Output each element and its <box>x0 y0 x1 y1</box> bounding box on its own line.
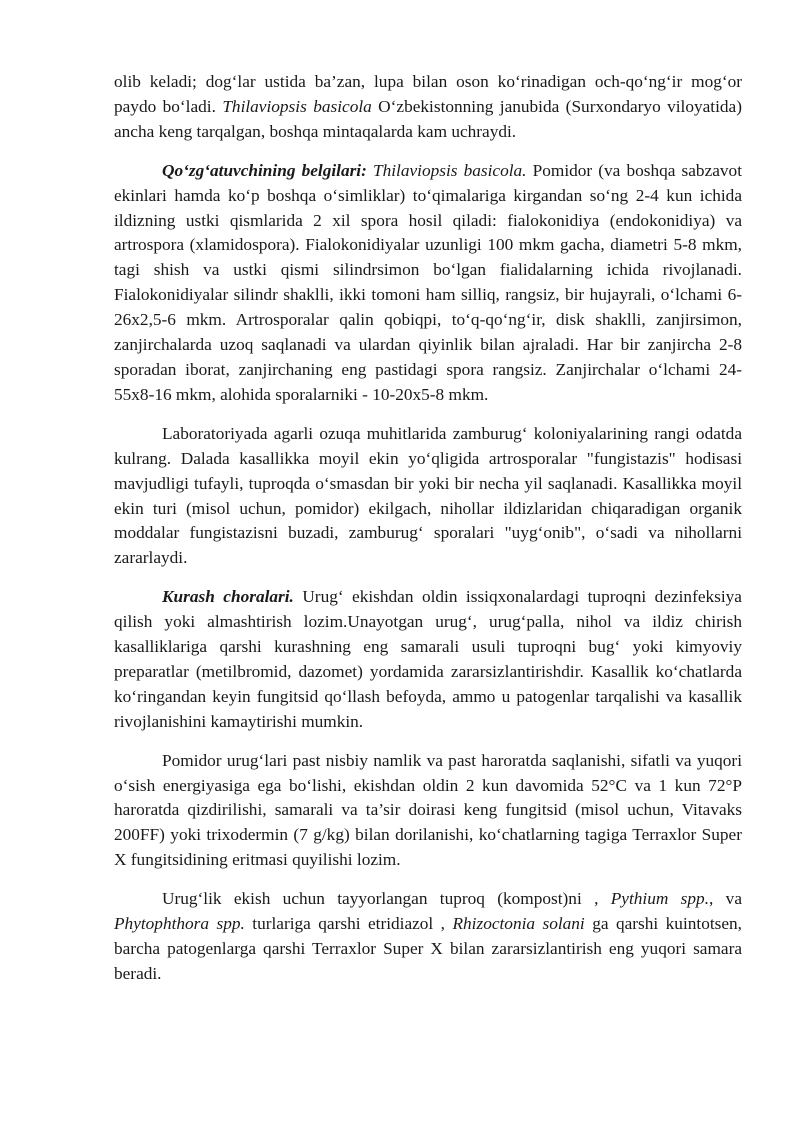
paragraph-seed-treatment <box>114 749 742 874</box>
paragraph-text: Laboratoriyada agarli ozuqa muhitlarida zamburug‘ koloniyalarining rangi odatda kulrang. Dalada kasallikka moyil ekin yo‘qligida artrosporalar "fungistazis" hodisasi mavjudligi tufayli, tuproqda o‘smasdan bir yoki bir necha yil saqlanadi. Kasallikka moyil ekin turi (misol uchun, pomidor) ekilgach, nihollar ildizlaridan chiqaradigan organik moddalar fungistazisni buzadi, zamburug‘ sporalari "uyg‘onib", o‘sadi va nihollarni zararlaydi. <box>114 423 742 568</box>
paragraph-text: Pomidor (va boshqa sabzavot ekinlari hamda ko‘p boshqa o‘simliklar) to‘qimalariga kirgandan so‘ng 2-4 kun ichida ildizning ustki qismlarida 2 xil spora hosil qiladi: fialokonidiya (endokonidiya) va artrospora (xlamidospora). Fialokonidiyalar uzunligi 100 mkm gacha, diametri 5-8 mkm, tagi shish va ustki qismi silindrsimon bo‘lgan fialidalarning ichida rivojlanadi. Fialokonidiyalar silindr shaklli, ikki tomoni ham silliq, rangsiz, bir hujayrali, o‘lchami 6-26x2,5-6 mkm. Artrosporalar qalin qobiqpi, to‘q-qo‘ng‘ir, disk shaklli, zanjirsimon, zanjirchalarda uzoq saqlanadi va ulardan qiyinlik bilan ajraladi. Har bir zanjircha 2-8 sporadan iborat, zanjirchaning eng pastidagi spora rangsiz. Zanjirchalar o‘lchami 24-55x8-16 mkm, alohida sporalarniki - 10-20x5-8 mkm. <box>114 160 742 404</box>
paragraph-text: , va <box>709 889 742 909</box>
paragraph-text: Urug‘ ekishdan oldin issiqxonalardagi tuproqni dezinfeksiya qilish yoki almashtirish lozim.Unayotgan urug‘, urug‘palla, nihol va ildiz chirish kasalliklariga qarshi kurashning eng samarali usuli tuproqni bug‘ yoki kimyoviy preparatlar (metilbromid, dazomet) yordamida zararsizlantirishdir. Kasallik ko‘chatlarda ko‘ringandan keyin fungitsid qo‘llash befoyda, ammo u patogenlar tarqalishi va kasallik rivojlanishini kamaytirishi mumkin. <box>114 587 742 731</box>
paragraph-intro <box>114 70 742 145</box>
paragraph-soil-treatment <box>114 887 742 987</box>
species-name: Phytophthora spp. <box>114 914 245 934</box>
species-name: Rhizoctonia solani <box>452 914 585 934</box>
species-name: Pythium spp. <box>610 889 710 909</box>
section-heading: Qo‘zg‘atuvchining belgilari: <box>162 160 367 180</box>
paragraph-text: Pomidor urug‘lari past nisbiy namlik va past haroratda saqlanishi, sifatli va yuqori o‘sish energiyasiga ega bo‘lishi, ekishdan oldin 2 kun davomida 52°C va 1 kun 72°P haroratda qizdirilishi, samarali va ta’sir doirasi keng fungitsid (misol uchun, Vitavaks 200FF) yoki trixodermin (7 g/kg) bilan dorilanishi, ko‘chatlarning tagiga Terraxlor Super X fungitsidining eritmasi quyilishi lozim. <box>114 750 742 870</box>
paragraph-text: olib keladi; dog‘lar ustida ba’zan, lupa bilan oson ko‘rinadigan och-qo‘ng‘ir mog‘or paydo bo‘ladi. <box>114 72 742 116</box>
section-heading: Kurash choralari. <box>162 587 294 607</box>
species-name: Thilaviopsis basicola <box>222 96 372 116</box>
paragraph-text: O‘zbekistonning janubida (Surxondaryo viloyatida) ancha keng tarqalgan, boshqa mintaqalarda kam uchraydi. <box>114 96 742 141</box>
paragraph-control-measures <box>114 585 742 734</box>
paragraph-laboratory <box>114 422 742 571</box>
paragraph-pathogen-features <box>114 159 742 408</box>
paragraph-text: turlariga qarshi etridiazol , <box>244 914 453 934</box>
species-name: Thilaviopsis basicola. <box>366 160 527 180</box>
paragraph-text: ga qarshi kuintotsen, barcha patogenlarga qarshi Terraxlor Super X bilan zararsizlantirish eng yuqori samara beradi. <box>114 914 742 983</box>
paragraph-text: Urug‘lik ekish uchun tayyorlangan tuproq (kompost)ni , <box>162 889 611 909</box>
